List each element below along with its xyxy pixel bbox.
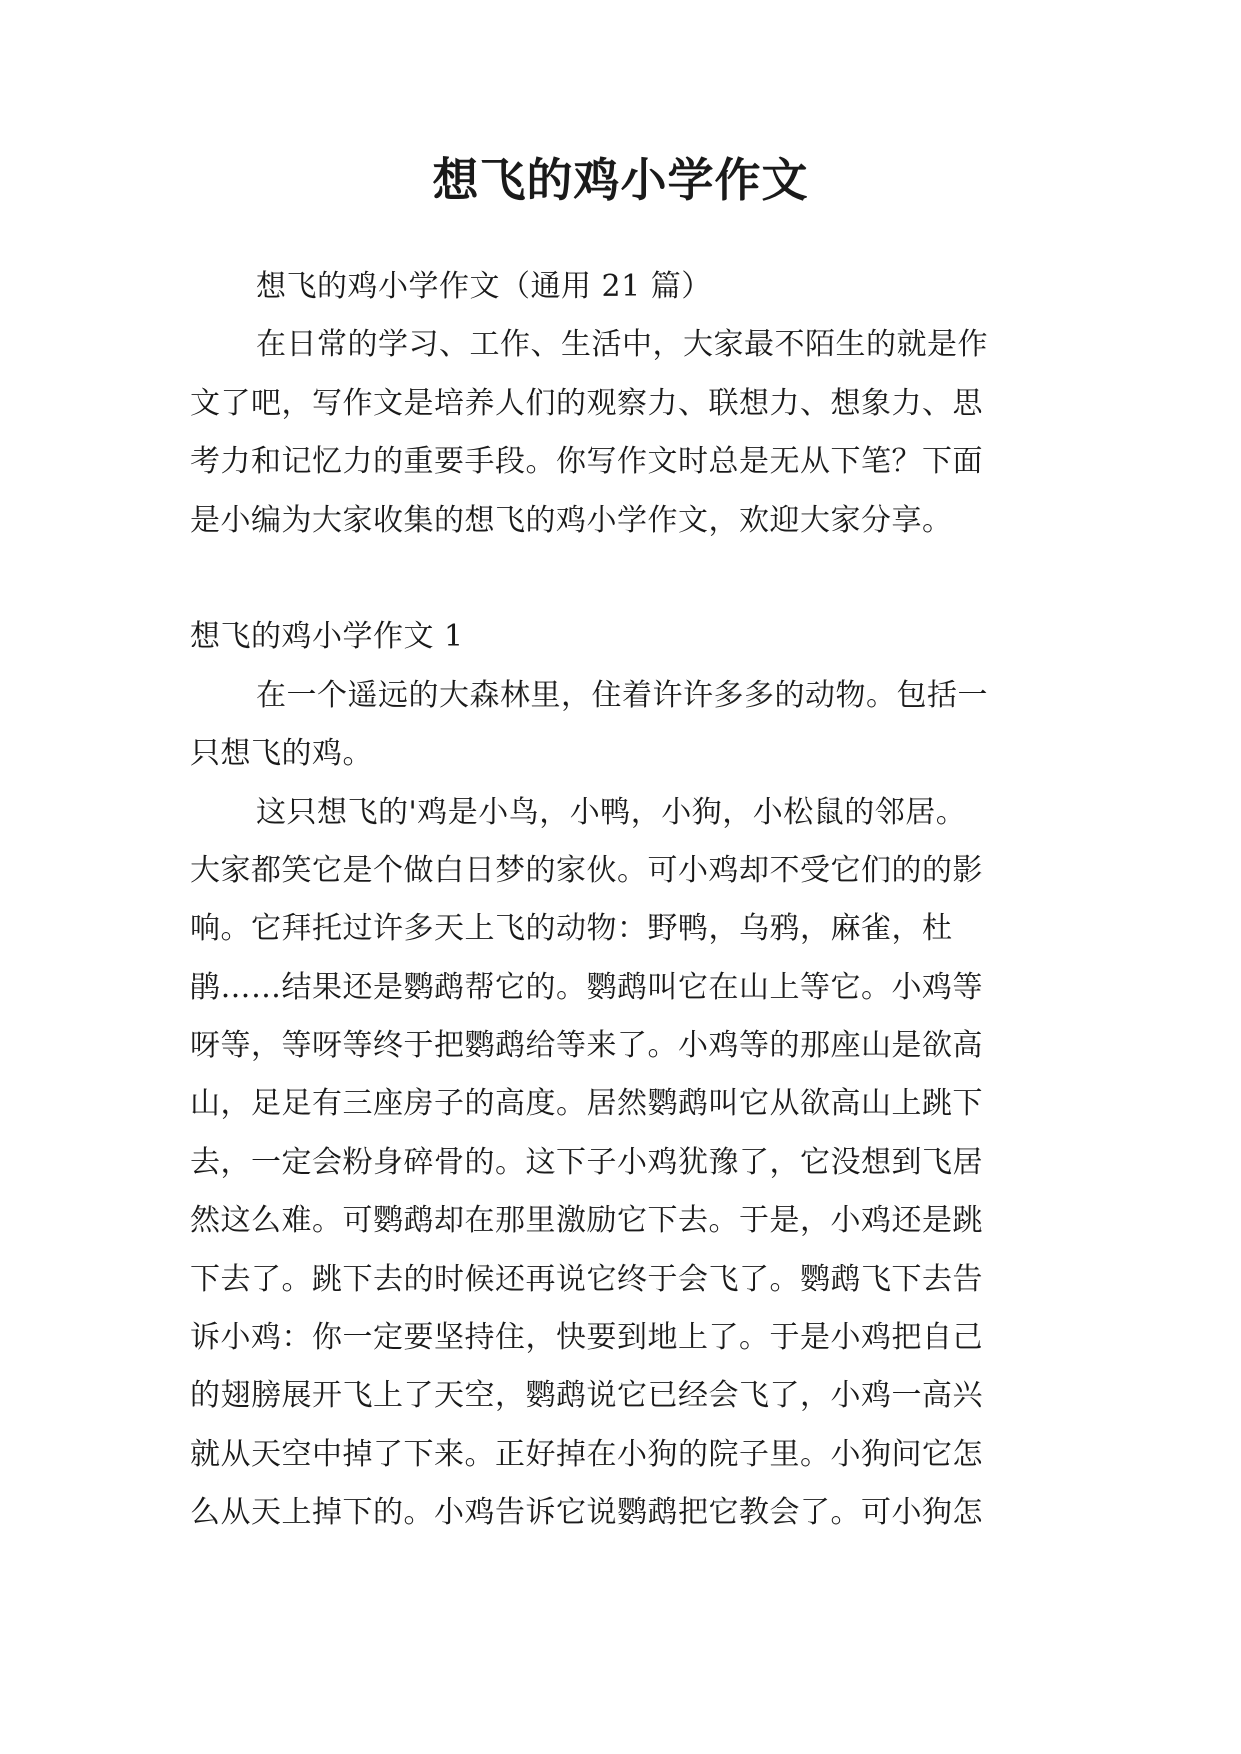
paragraph-line: 鹃……结果还是鹦鹉帮它的。鹦鹉叫它在山上等它。小鸡等: [190, 969, 983, 1005]
intro-heading: 想飞的鸡小学作文（通用 21 篇）: [256, 269, 712, 304]
paragraph-line: 的翅膀展开飞上了天空，鹦鹉说它已经会飞了，小鸡一高兴: [190, 1378, 983, 1414]
paragraph-line: 呀等，等呀等终于把鹦鹉给等来了。小鸡等的那座山是欲高: [190, 1028, 983, 1064]
intro-line: 文了吧，写作文是培养人们的观察力、联想力、想象力、思: [190, 385, 983, 421]
document-title: 想飞的鸡小学作文: [432, 153, 809, 207]
paragraph-line: 山，足足有三座房子的高度。居然鹦鹉叫它从欲高山上跳下: [190, 1086, 983, 1122]
section-heading: 想飞的鸡小学作文 1: [190, 619, 464, 655]
paragraph-line: 去，一定会粉身碎骨的。这下子小鸡犹豫了，它没想到飞居: [190, 1144, 983, 1180]
paragraph-line: 只想飞的鸡。: [190, 736, 373, 772]
blank-line: [190, 550, 1058, 608]
paragraph-line: 响。它拜托过许多天上飞的动物：野鸭，乌鸦，麻雀，杜: [190, 911, 953, 947]
paragraph-line: 大家都笑它是个做白日梦的家伙。可小鸡却不受它们的的影: [190, 852, 983, 888]
document-body: [190, 258, 1058, 1543]
paragraph-line: 么从天上掉下的。小鸡告诉它说鹦鹉把它教会了。可小狗怎: [190, 1495, 983, 1531]
intro-line: 在日常的学习、工作、生活中，大家最不陌生的就是作: [256, 327, 988, 363]
intro-line: 是小编为大家收集的想飞的鸡小学作文，欢迎大家分享。: [190, 502, 953, 538]
paragraph-line: 然这么难。可鹦鹉却在那里激励它下去。于是，小鸡还是跳: [190, 1203, 983, 1239]
paragraph-line: 诉小鸡：你一定要坚持住，快要到地上了。于是小鸡把自己: [190, 1320, 983, 1356]
paragraph-line: 就从天空中掉了下来。正好掉在小狗的院子里。小狗问它怎: [190, 1436, 983, 1472]
paragraph-line: 下去了。跳下去的时候还再说它终于会飞了。鹦鹉飞下去告: [190, 1261, 983, 1297]
intro-line: 考力和记忆力的重要手段。你写作文时总是无从下笔？下面: [190, 444, 983, 480]
paragraph-line: 这只想飞的'鸡是小鸟，小鸭，小狗，小松鼠的邻居。: [256, 794, 967, 830]
paragraph-line: 在一个遥远的大森林里，住着许许多多的动物。包括一: [256, 677, 988, 713]
